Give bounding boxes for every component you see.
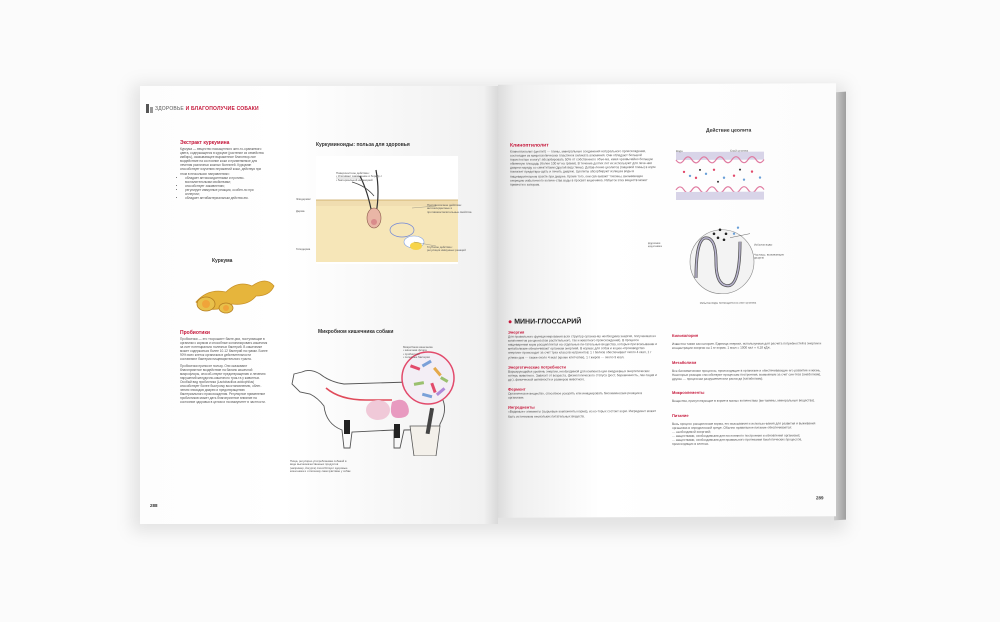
microbiome-title: Микробиом кишечника собаки [318,329,394,335]
glossary-definition: «Видимые» элементы (сырьевые компоненты корма), из ко-торых состоит корм. Ингредиент может быть источником нескольких питательных веществ. [508,409,656,419]
glossary-term: Энергия [508,329,525,335]
zeolite-diagram-title: Действие цеолита [706,127,752,134]
glossary-term: Метаболизм [672,359,697,365]
turmeric-paragraph: Куркума — вещество насыщенного жел-то-оранжевого цвета, содержащееся в куркуме (растение из семейства имбирь), оказывающее выраженное благотвор-ное воздействие на состояние кожи и применяемое для лечения различных кожных болезней. Куркумин способствует изучению пеpaжeний кожи, действуя при этом в нескольких направлениях: [180,147,264,176]
glossary-definition: Органическое вещество, способное ускорять или инициировать биохимические реакции в организме. [508,391,643,400]
glossary-term: Микроэлементы [672,389,705,396]
turmeric-image-caption: Куркума [212,258,233,264]
glossary-term: Фермент [508,386,526,392]
section-header: ЗДОРОВЬЕ И БЛАГОПОЛУЧИЕ СОБАКИ [155,106,259,112]
callout-deep-action: Глубокое действие: регуляция иммунных реакций [427,245,466,253]
page-number: 288 [150,503,158,508]
right-page [498,83,836,517]
probiotics-paragraph-2: Пробиотики приносят пользу. Они оказывают благоприятное воздействие на баланс кишечной микрофлоры, способ-ствуют предотвращению и лечению нарушений желудочно-кишечного трак-та у животных. Особый вид пробиотика (Lactobacillus acidophilus) способствует более быстрому восстановлению, облег-чению эпизодов диареи и предотвращению бактериального происхождения. Регулярное применение пробиотиков может дать благоприятное влияние на состояние здоровья в целом и на иммунитет в частности. [180,363,266,405]
glossary-definition: Вещества, присутствующие в корме в малых количествах (ви-тамины, минеральные вещества). [672,398,815,404]
label-hypodermis: Гиподерма [296,247,311,251]
glossary-definition: Все биохимические процессы, происходящие в организме и обеспечивающие его развитие и жизнь. Некоторые реакции способствуют процессам построения, возможным за счет син-теза (анаболизм), другие — процессам разрушения или распа-да (катаболизм). [672,368,822,381]
microbiome-legend: Микробиом кишечника • кишечная флора • пробиотики • полезные бактерии [403,345,433,360]
microbiome-caption: Пища, регулярно употребляемая собакой в виде высококачественных продуктов (например, йогурта) способствует здоровью кишечника и отличному самочувствию у собак. [290,459,352,474]
glossary-definition: Варьирующийся уровень энергии, необходимой для компенса-ции ежедневных энергетических потерь животного. Зависит от возраста, физиологического статуса (рост, беременность, лак-тация и др.), физической активности и размеров животного. [508,368,657,382]
probiotics-body [180,337,268,405]
clinoptilolite-title: Клиноптилолит [510,142,549,149]
probiotics-paragraph-1: Пробиотики — это «хорошие» бакте-рии, поступающие в организм с кормом и способные колонизировать кишечник за счет потенциально полезных бактерий. В кишечнике может содержаться более 10-12 бактерий на грамм. Более 90% всех клеток организма в действительности составляют бактерии пищеварительного тракта. [180,337,268,362]
glossary-definition: Весь процесс расщепления корма, его всасывания и использо-вания для развития и выживания организма в определенной среде. Обычно правильное питание обеспечивается: — необходимой энергией; — веществами, необходимыми для постоянного построения и обновления организма; — веществами, необходимыми для правильного протекания биологических процессов, происходящих в клетках. [672,421,816,447]
bullet: • обладает антибактериальным действи-ем. [185,196,266,200]
glossary-title: ● МИНИ-ГЛОССАРИЙ [508,318,582,326]
label-water: Вода [676,148,683,153]
zeolite-diagram [674,137,794,298]
bullet: • способствует заживлению; [185,184,266,188]
glossary-term: Питание [672,412,689,418]
turmeric-body [180,147,266,200]
turmeric-bullets [180,176,266,201]
glossary-column-left [508,330,658,418]
label-dermis: Дерма [296,209,305,213]
glossary-column-right [672,329,822,450]
book-logo-icon [146,104,153,113]
left-page [140,86,498,524]
zeolite-caption: Избыток воды поглощается в слое цеолита [699,300,757,305]
glossary-term: Энергетические потребности [508,364,566,370]
label-epidermis: Эпидермис [296,197,311,201]
clinoptilolite-body: Клиноптилолит (цеолит) — глины, минеральные соединения натурального происхождения, состоящие из микроскопических пластинок силиката алюминия. Они обладают большой пористостью и могут абсорбировать 50% от собственного объе-ма, имея чрезвычайно большую обменную площадь (более 100 м² на грамм). В течение долгих лет их используют для лече-ния диареи наряду со смектитами (другой вид глины). Добав-ление цеолитов (пищевой глины) в корм помогает предотвра-щать и лечить диарею. Цеолиты абсорбируют излишек воды в пищеварительном тракте при диарее. Кроме того, они свя-зывают токсины, вызывающие секрецию избыточного количе-ства воды в просвет кишечника. Избыток этих веществ может привести к запорам. [510,149,656,187]
callout-anti-inflammatory: Противоотечное действие: антиоксидантные и противовоспалительные свойства [427,203,472,214]
bullet: • обладает антиоксидантными и противо-воспалительными свойствами; [185,176,266,184]
callout-surface-action: Поверхностное действие: • Усиливает заживление и борьбу с • бактериальной инфекцией [336,171,382,182]
glossary-term: Килокалория [672,332,699,339]
glossary-bullet-icon: ● [508,318,513,326]
label-intestinal-villi: Ворсинки кишечника [648,241,662,249]
label-toxin-particles: Частицы, вызывающие диарею [754,252,785,261]
glossary-definition: Для правильного функционирования всех структур организ-му необходима энергия, получаемая из компонентов ра-циона (как растительного, так и животного происхождения). В процессе пищеварения корм расщепляется на отдельные пи-тательные вещества, которые при всасывании и метаболизме обеспечивают организм энергией. В кормах для собак и кошек «производство энергии» происходит за счет трех классов нутриентов: 1 г белков обеспечивает около 4 ккал, 1 г углево-дов — также около 4 ккал (кроме клетчатки), 1 г жиров — около 9 ккал. [508,334,657,360]
turmeric-root-image [186,268,278,314]
label-excess-water: Избыток воды [754,242,773,247]
page-number: 289 [816,495,824,501]
probiotics-title: Пробиотики [180,330,210,336]
glossary-definition: Известна также как калория. Единица энергии, используемая для расчета потребностей в энергии и концентрации энергии на 1 кг корма. 1 ккал = 1000 кал = 4,18 кДж. [672,341,822,351]
turmeric-title: Экстракт куркумина [180,140,230,146]
skin-diagram-title: Куркуминоиды: польза для здоровья [316,142,410,148]
label-zeolite-layer: Слой цеолита [730,148,749,153]
glossary-term: Ингредиенты [508,404,535,411]
bullet: • регулирует иммунные реакции, особен-но при аллергии; [185,188,266,196]
